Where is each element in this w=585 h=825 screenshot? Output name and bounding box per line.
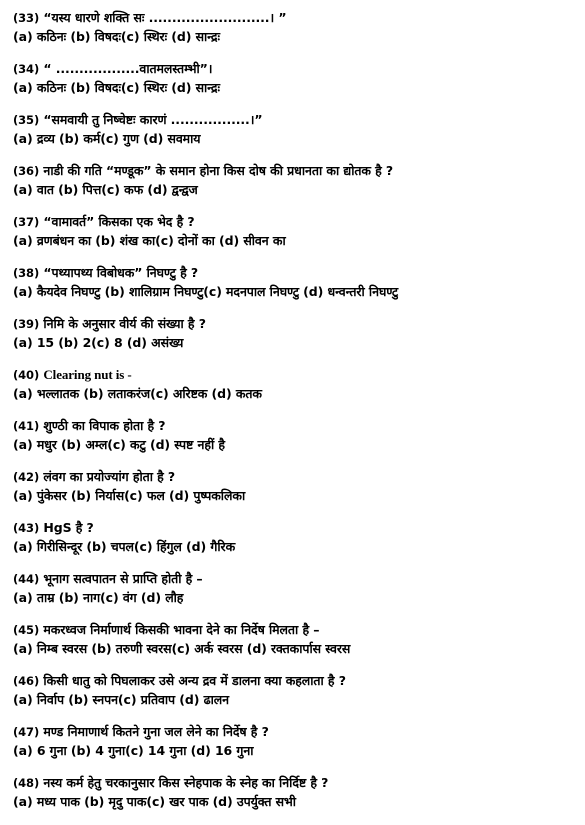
answer-options: (a) 6 गुना (b) 4 गुना(c) 14 गुना (d) 16 गुना <box>13 743 254 758</box>
question-33 <box>13 9 573 60</box>
question-number: (46) <box>13 674 40 688</box>
question-line <box>13 621 573 639</box>
question-41 <box>13 417 573 468</box>
question-37 <box>13 213 573 264</box>
question-line <box>13 468 573 486</box>
answer-options: (a) कठिनः (b) विषदः(c) स्थिरः (d) सान्द्रः <box>13 29 220 44</box>
question-number: (42) <box>13 470 40 484</box>
question-line <box>13 417 573 435</box>
question-number: (41) <box>13 419 40 433</box>
question-number: (47) <box>13 725 40 739</box>
question-43 <box>13 519 573 570</box>
question-number: (45) <box>13 623 40 637</box>
answer-options: (a) निर्वाप (b) स्नपन(c) प्रतिवाप (d) ढालन <box>13 692 230 707</box>
question-line <box>13 162 573 180</box>
question-number: (40) <box>13 368 40 382</box>
question-35 <box>13 111 573 162</box>
question-39 <box>13 315 573 366</box>
answer-options: (a) मध्य पाक (b) मृदु पाक(c) खर पाक (d) उपर्युक्त सभी <box>13 794 296 809</box>
answer-options: (a) व्रणबंधन का (b) शंख का(c) दोनों का (d) सीवन का <box>13 233 286 248</box>
question-text: “यस्य धारणे शक्ति सः ..........................। ” <box>43 10 287 25</box>
question-46 <box>13 672 573 723</box>
question-text: HgS है ? <box>43 520 94 535</box>
question-text: शुण्ठी का विपाक होता है ? <box>43 418 166 433</box>
question-number: (43) <box>13 521 40 535</box>
question-number: (44) <box>13 572 40 586</box>
question-text: लंवग का प्रयोज्यांग होता है ? <box>43 469 176 484</box>
answer-options: (a) 15 (b) 2(c) 8 (d) असंख्य <box>13 335 184 350</box>
question-list <box>13 9 573 825</box>
answer-options: (a) निम्ब स्वरस (b) तरुणी स्वरस(c) अर्क स्वरस (d) रक्तकार्पास स्वरस <box>13 641 351 656</box>
question-text: निमि के अनुसार वीर्य की संख्या है ? <box>43 316 206 331</box>
question-text: मकरध्वज निर्माणार्थ किसकी भावना देने का निर्देष मिलता है – <box>43 622 320 637</box>
question-34 <box>13 60 573 111</box>
question-number: (39) <box>13 317 40 331</box>
answer-options: (a) मधुर (b) अम्ल(c) कटु (d) स्पष्ट नहीं है <box>13 437 225 452</box>
question-text: मण्ड निमाणार्थ कितने गुना जल लेने का निर्देष है ? <box>43 724 269 739</box>
question-text: “समवायी तु निष्चेष्टः कारणं .................।” <box>43 112 263 127</box>
question-number: (36) <box>13 164 40 178</box>
question-line <box>13 213 573 231</box>
question-line <box>13 111 573 129</box>
answer-options: (a) कैयदेव निघण्टु (b) शालिग्राम निघण्टु(c) मदनपाल निघण्टु (d) धन्वन्तरी निघण्टु <box>13 284 399 299</box>
question-number: (35) <box>13 113 40 127</box>
answer-options: (a) द्रव्य (b) कर्म(c) गुण (d) सवमाय <box>13 131 201 146</box>
question-text: “पथ्यापथ्य विबोधक” निघण्टु है ? <box>43 265 199 280</box>
question-text: “वामावर्त” किसका एक भेद है ? <box>43 214 195 229</box>
question-line <box>13 672 573 690</box>
question-line <box>13 774 573 792</box>
question-text: नाडी की गति “मण्डूक” के समान होना किस दोष की प्रधानता का द्योतक है ? <box>43 163 394 178</box>
question-38 <box>13 264 573 315</box>
question-text: किसी धातु को पिघलाकर उसे अन्य द्रव में डालना क्या कहलाता है ? <box>43 673 346 688</box>
question-line <box>13 9 573 27</box>
question-42 <box>13 468 573 519</box>
question-text: “ ..................वातमलस्तम्भी”। <box>43 61 213 76</box>
question-line <box>13 315 573 333</box>
question-45 <box>13 621 573 672</box>
question-line <box>13 570 573 588</box>
question-number: (34) <box>13 62 40 76</box>
question-line <box>13 723 573 741</box>
question-line <box>13 366 573 384</box>
question-number: (37) <box>13 215 40 229</box>
question-48 <box>13 774 573 825</box>
question-40 <box>13 366 573 417</box>
answer-options: (a) भल्लातक (b) लताकरंज(c) अरिष्टक (d) कतक <box>13 386 262 401</box>
question-number: (33) <box>13 11 40 25</box>
question-44 <box>13 570 573 621</box>
question-number: (48) <box>13 776 40 790</box>
question-text: भूनाग सत्वपातन से प्राप्ति होती है – <box>43 571 203 586</box>
question-line <box>13 519 573 537</box>
question-text: नस्य कर्म हेतु चरकानुसार किस स्नेहपाक के स्नेह का निर्दिष्ट है ? <box>43 775 329 790</box>
question-47 <box>13 723 573 774</box>
question-line <box>13 264 573 282</box>
question-36 <box>13 162 573 213</box>
question-number: (38) <box>13 266 40 280</box>
answer-options: (a) वात (b) पित्त(c) कफ (d) द्वन्द्वज <box>13 182 198 197</box>
answer-options: (a) ताम्र (b) नाग(c) वंग (d) लौह <box>13 590 184 605</box>
answer-options: (a) कठिनः (b) विषदः(c) स्थिरः (d) सान्द्रः <box>13 80 220 95</box>
answer-options: (a) पुंकेसर (b) निर्यास(c) फल (d) पुष्पकलिका <box>13 488 246 503</box>
answer-options: (a) गिरीसिन्दूर (b) चपल(c) हिंगुल (d) गैरिक <box>13 539 236 554</box>
question-line <box>13 60 573 78</box>
question-text: Clearing nut is - <box>43 367 132 382</box>
